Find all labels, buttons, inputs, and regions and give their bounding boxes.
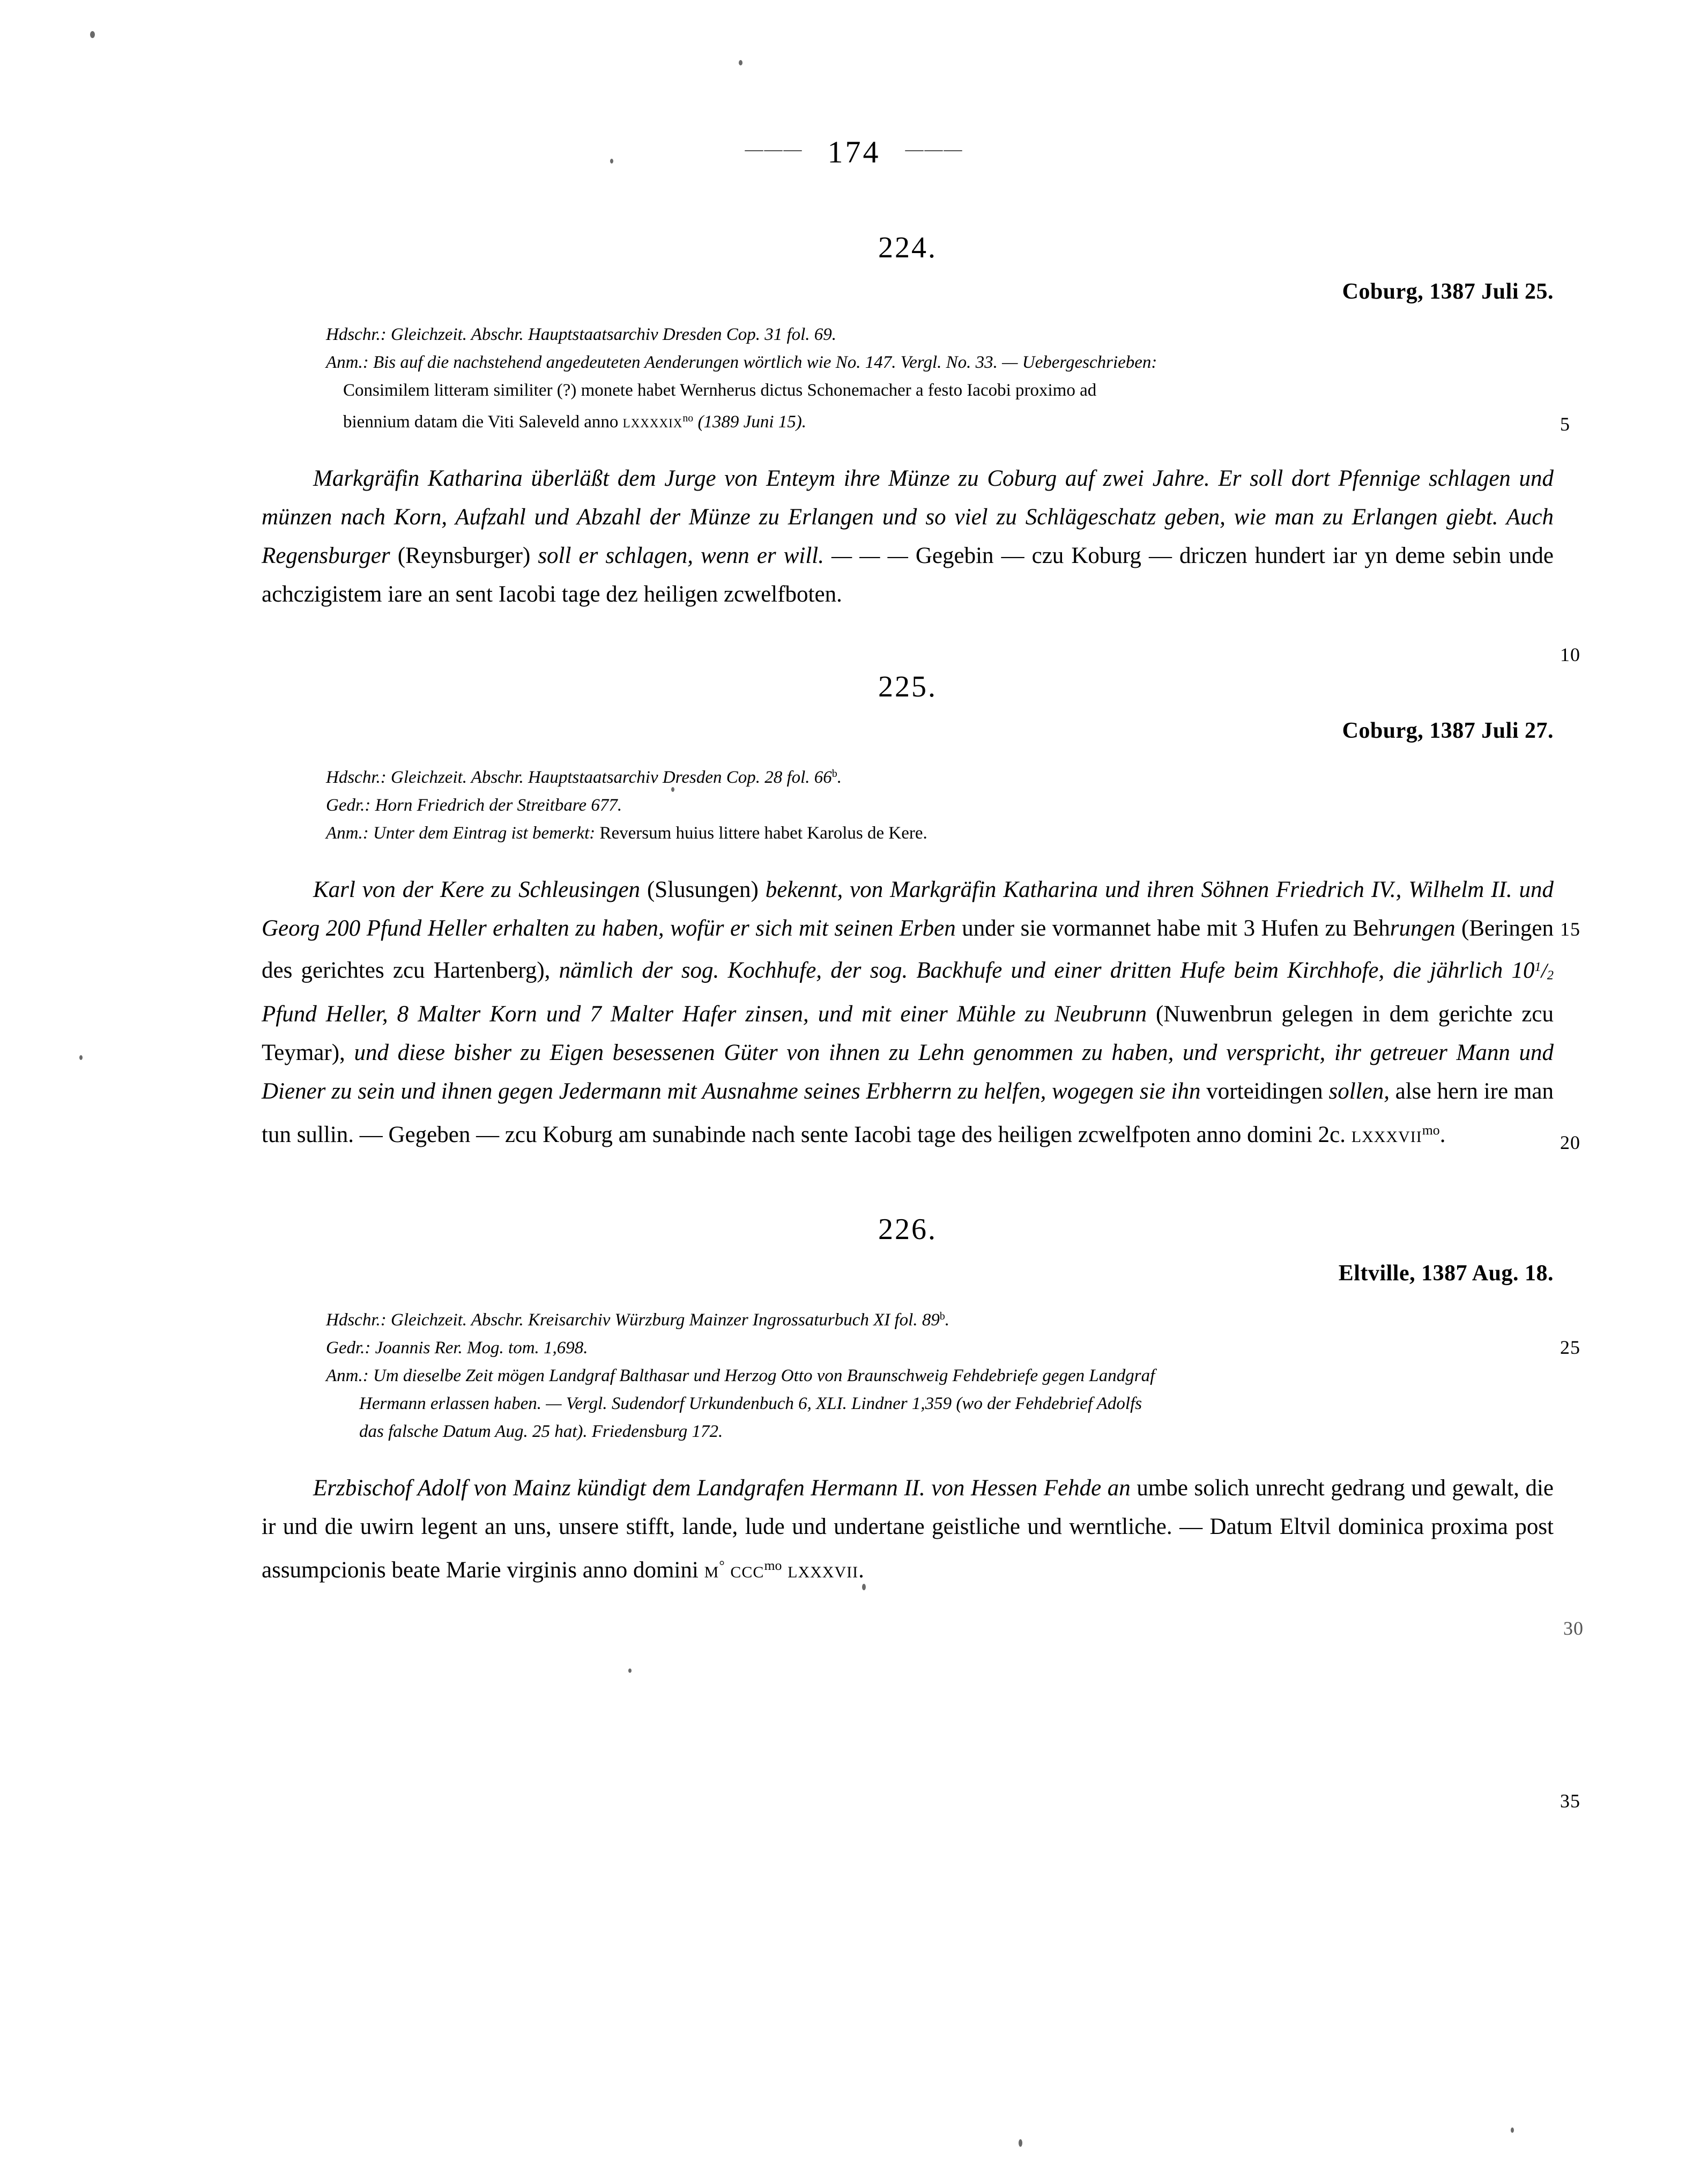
- apparatus-line-hdschr: [262, 760, 1554, 791]
- rule-left: ———: [745, 139, 803, 159]
- regest-summary: nämlich der sog. Kochhufe, der sog. Backhufe und einer dritten Hufe beim Kirchhofe, die jährlich 10: [559, 958, 1535, 983]
- apparatus-continuation-1: [262, 1390, 1554, 1418]
- apparatus-block: [262, 760, 1554, 847]
- place-date-line: Coburg, 1387 Juli 27.: [1342, 718, 1554, 743]
- apparatus-line-hdschr: [262, 1302, 1554, 1334]
- regest-summary: sollen,: [1328, 1078, 1395, 1104]
- source-quotation: vorteidingen: [1206, 1078, 1329, 1104]
- source-quotation: (Slusungen): [647, 877, 766, 902]
- scan-speckle: [628, 1669, 632, 1673]
- apparatus-label: Anm.:: [326, 823, 369, 843]
- sentence-terminator: .: [858, 1557, 864, 1583]
- entry-226: [262, 1212, 1554, 1590]
- apparatus-text: das falsche Datum Aug. 25 hat). Friedensburg 172.: [359, 1421, 723, 1441]
- apparatus-label: Gedr.:: [326, 1338, 371, 1358]
- roman-numeral-lxxxvii: lxxxvii: [788, 1557, 859, 1583]
- fraction-one-half: $^1/_2$: [1534, 959, 1554, 983]
- source-quotation: umbe solich unrecht gedrang und gewalt, die ir und die uwirn legent an uns, unsere stifft, lande, lude und undertane geistliche und werntliche. — Datum Eltvil dominica proxima post assumpcionis beate Marie virginis anno domini: [262, 1475, 1554, 1583]
- sentence-terminator: .: [1439, 1122, 1446, 1147]
- scan-speckle: [79, 1055, 83, 1060]
- apparatus-continuation-2: [262, 1418, 1554, 1445]
- line-number-marker: 20: [1560, 1132, 1580, 1153]
- apparatus-line-anm: [262, 348, 1554, 376]
- apparatus-text: Gleichzeit. Abschr. Hauptstaatsarchiv Dresden Cop. 31 fol. 69.: [386, 325, 837, 344]
- source-quotation: Gegebin — czu Koburg — driczen hundert iar yn deme sebin unde achczigistem iare an sent Iacobi tage dez heiligen zcwelfboten.: [262, 543, 1554, 607]
- place-date-line: Eltville, 1387 Aug. 18.: [1338, 1260, 1554, 1286]
- apparatus-text: Um dieselbe Zeit mögen Landgraf Balthasar und Herzog Otto von Braunschweig Fehdebriefe gegen Landgraf: [368, 1366, 1155, 1385]
- fraction-denominator: 2: [1547, 968, 1554, 983]
- source-quotation: under sie vormannet habe mit 3 Hufen zu Beh: [962, 915, 1390, 941]
- roman-numeral-year: lxxxvii: [1351, 1122, 1422, 1147]
- apparatus-quote-text: Reversum huius littere habet Karolus de Kere.: [595, 823, 927, 843]
- rule-right: ———: [905, 139, 963, 159]
- place-date-line: Coburg, 1387 Juli 25.: [1342, 279, 1554, 304]
- apparatus-text-tail: .: [945, 1310, 949, 1330]
- regest-summary: soll er schlagen, wenn er will. — — —: [538, 543, 916, 568]
- scan-speckle: [1019, 2139, 1022, 2147]
- apparatus-text: Gleichzeit. Abschr. Kreisarchiv Würzburg Mainzer Ingrossaturbuch XI fol. 89: [386, 1310, 940, 1330]
- apparatus-date-gloss: (1389 Juni 15).: [693, 412, 806, 432]
- apparatus-line-anm: [262, 819, 1554, 847]
- apparatus-block: [262, 321, 1554, 436]
- line-number-marker: 10: [1560, 644, 1580, 665]
- regest-summary: Markgräfin Katharina überläßt dem Jurge von Enteym ihre Münze zu Coburg auf zwei Jahre. Er soll dort Pfennige schlagen und münzen nach Korn, Aufzahl und Abzahl der Münze zu Erlangen und so viel zu Schlägeschatz geben, wie man zu Erlangen giebt. Auch Regensburger: [262, 465, 1554, 568]
- apparatus-text: Unter dem Eintrag ist bemerkt:: [368, 823, 596, 843]
- roman-numeral-m: m: [704, 1557, 719, 1583]
- fraction-numerator: 1: [1534, 959, 1541, 974]
- apparatus-label: Anm.:: [326, 353, 369, 372]
- roman-numeral: lxxxxix: [622, 412, 683, 432]
- apparatus-label: Hdschr.:: [326, 1310, 387, 1330]
- scan-speckle: [671, 787, 674, 792]
- entry-number: 226.: [878, 1212, 937, 1246]
- entry-number: 225.: [878, 670, 937, 703]
- scan-speckle: [862, 1584, 866, 1590]
- apparatus-text: Gleichzeit. Abschr. Hauptstaatsarchiv Dresden Cop. 28 fol. 66: [386, 767, 832, 787]
- scan-speckle: [1511, 2127, 1514, 2133]
- apparatus-text: Bis auf die nachstehend angedeuteten Aenderungen wörtlich wie No. 147. Vergl. No. 33. — Uebergeschrieben:: [368, 353, 1157, 372]
- folio-superscript: b: [939, 1310, 945, 1322]
- regest-summary: Pfund Heller, 8 Malter Korn und 7 Malter Hafer zinsen, und mit einer Mühle zu Neubrunn: [262, 1001, 1156, 1027]
- text-column: [262, 231, 1554, 1590]
- folio-superscript: b: [831, 767, 837, 780]
- regest-body-224: [262, 459, 1554, 614]
- regest-summary: bekennt, von Markgräfin Katharina und ihren Söhnen Friedrich IV., Wilhelm II. und Georg 200 Pfund Heller erhalten zu haben, wofür er sich mit seinen Erben: [262, 877, 1554, 941]
- regest-summary: Erzbischof Adolf von Mainz kündigt dem Landgrafen Hermann II. von Hessen Fehde an: [313, 1475, 1137, 1501]
- scan-speckle: [90, 31, 95, 38]
- scan-speckle: [739, 60, 742, 65]
- superscript-suffix: mo: [764, 1557, 782, 1573]
- source-quotation: alse hern ire man tun sullin. — Gegeben — zcu Koburg am sunabinde nach sente Iacobi tage des heiligen zcwelfpoten anno domini 2c.: [262, 1078, 1554, 1147]
- apparatus-label: Anm.:: [326, 1366, 369, 1385]
- entry-224: [262, 231, 1554, 614]
- regest-summary: und diese bisher zu Eigen besessenen Güter von ihnen zu Lehn genommen zu haben, und verspricht, ihr getreuer Mann und Diener zu sein und ihnen gegen Jedermann mit Ausnahme seines Erbherrn zu helfen, wogegen sie ihn: [262, 1040, 1554, 1104]
- regest-summary: rungen: [1390, 915, 1462, 941]
- line-number-marker: 15: [1560, 918, 1580, 940]
- apparatus-text: Hermann erlassen haben. — Vergl. Sudendorf Urkundenbuch 6, XLI. Lindner 1,359 (wo der Fehdebrief Adolfs: [359, 1393, 1142, 1413]
- apparatus-label: Hdschr.:: [326, 767, 387, 787]
- apparatus-text: Horn Friedrich der Streitbare 677.: [370, 795, 622, 815]
- superscript-suffix: no: [682, 412, 694, 424]
- apparatus-line-gedr: [262, 791, 1554, 819]
- source-quotation: (Beringen des gerichtes zcu Hartenberg),: [262, 915, 1554, 983]
- apparatus-quote-line-1: [262, 376, 1554, 404]
- regest-body-226: [262, 1469, 1554, 1590]
- source-quotation: (Nuwenbrun gelegen in dem gerichte zcu Teymar),: [262, 1001, 1554, 1065]
- apparatus-text-tail: .: [837, 767, 842, 787]
- roman-numeral-ccc: ccc: [730, 1557, 764, 1583]
- superscript-suffix: mo: [1422, 1122, 1440, 1138]
- apparatus-quote-text: Consimilem litteram similiter (?) monete habet Wernherus dictus Schonemacher a festo Iacobi proximo ad: [343, 381, 1097, 400]
- line-number-marker: 35: [1560, 1790, 1580, 1812]
- line-number-marker: 25: [1560, 1337, 1580, 1358]
- line-number-marker: 30: [1563, 1618, 1584, 1639]
- page-number: 174: [827, 135, 881, 169]
- apparatus-label: Gedr.:: [326, 795, 371, 815]
- apparatus-quote-line-2: [262, 404, 1554, 436]
- spacer: [782, 1558, 788, 1583]
- apparatus-line-hdschr: [262, 321, 1554, 348]
- running-head: [0, 134, 1708, 170]
- apparatus-quote-text: biennium datam die Viti Saleveld anno: [343, 412, 623, 432]
- apparatus-line-gedr: [262, 1334, 1554, 1362]
- regest-body-225: [262, 871, 1554, 1154]
- apparatus-line-anm: [262, 1362, 1554, 1390]
- entry-225: [262, 670, 1554, 1154]
- entry-number: 224.: [878, 231, 937, 264]
- superscript-degree: °: [719, 1557, 725, 1573]
- scan-speckle: [610, 159, 613, 164]
- apparatus-label: Hdschr.:: [326, 325, 387, 344]
- line-number-marker: 5: [1560, 413, 1570, 435]
- spacer: [725, 1558, 731, 1583]
- source-quotation: (Reynsburger): [397, 543, 538, 568]
- regest-summary: Karl von der Kere zu Schleusingen: [313, 877, 647, 902]
- apparatus-text: Joannis Rer. Mog. tom. 1,698.: [370, 1338, 588, 1358]
- apparatus-block: [262, 1302, 1554, 1445]
